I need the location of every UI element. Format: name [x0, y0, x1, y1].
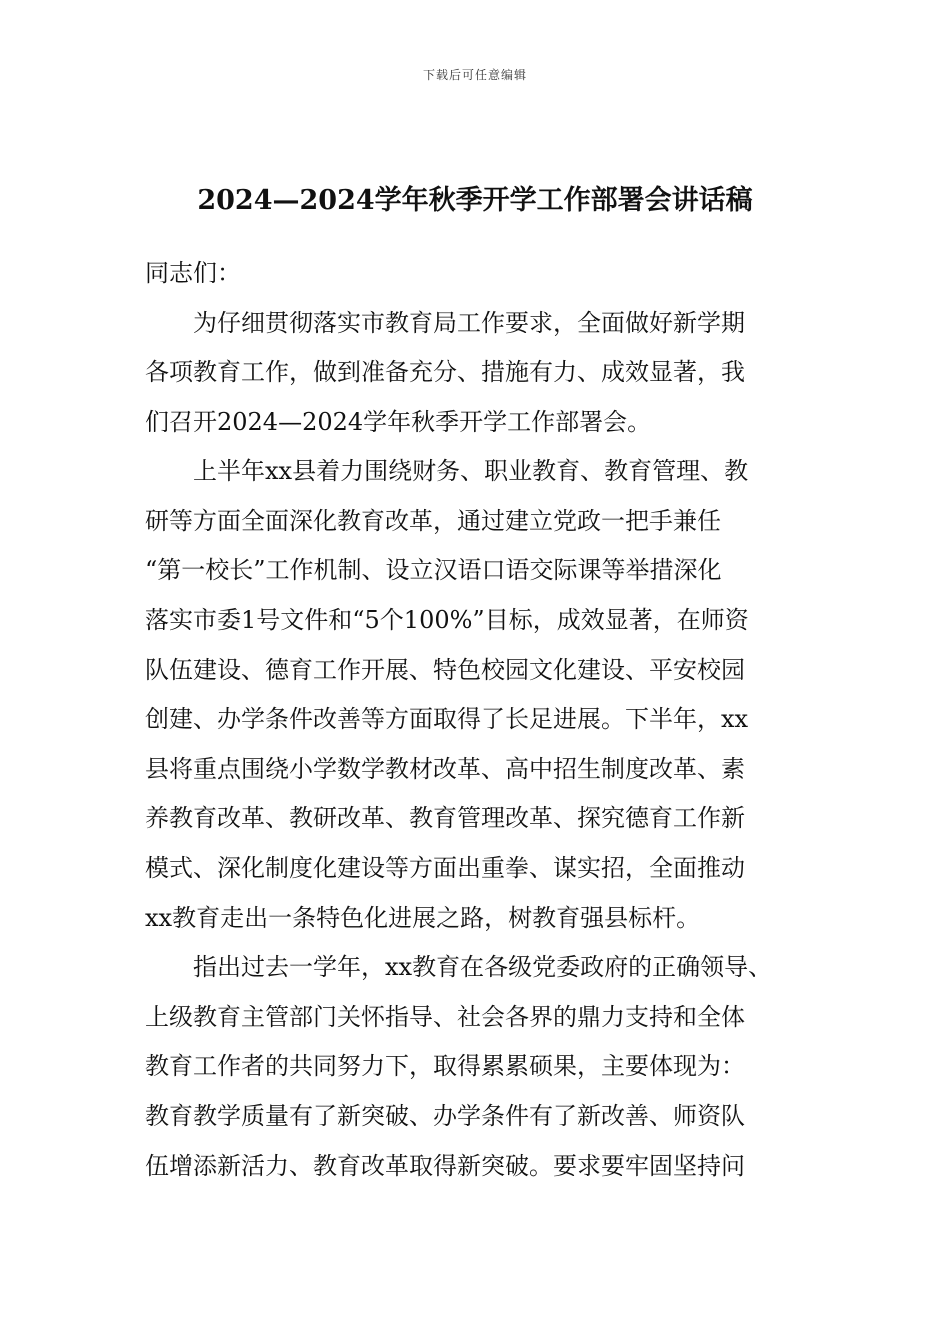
paragraph-line: 落实市委1号文件和“5个100%”目标，成效显著，在师资 [145, 606, 749, 635]
document-body [145, 249, 815, 1191]
paragraph-line: 研等方面全面深化教育改革，通过建立党政一把手兼任 [145, 506, 721, 535]
paragraph-1 [145, 299, 815, 448]
paragraph-2 [145, 447, 815, 943]
paragraph-line: 为仔细贯彻落实市教育局工作要求，全面做好新学期 [193, 308, 745, 337]
paragraph-line: 模式、深化制度化建设等方面出重拳、谋实招，全面推动 [145, 854, 745, 883]
paragraph-line: 各项教育工作，做到准备充分、措施有力、成效显著，我 [145, 358, 745, 387]
paragraph-line: 们召开2024—2024学年秋季开学工作部署会。 [145, 407, 652, 436]
paragraph-line: 队伍建设、德育工作开展、特色校园文化建设、平安校园 [145, 655, 745, 684]
document-title: 2024—2024学年秋季开学工作部署会讲话稿 [197, 185, 753, 216]
header-note: 下载后可任意编辑 [422, 68, 527, 82]
paragraph-3 [145, 943, 815, 1191]
paragraph-line: 指出过去一学年，xx教育在各级党委政府的正确领导、 [193, 953, 773, 982]
paragraph-line: 县将重点围绕小学数学教材改革、高中招生制度改革、素 [145, 754, 745, 783]
paragraph-line: “第一校长”工作机制、设立汉语口语交际课等举措深化 [145, 556, 722, 585]
paragraph-line: 上半年xx县着力围绕财务、职业教育、教育管理、教 [193, 457, 749, 486]
paragraph-line: 教育教学质量有了新突破、办学条件有了新改善、师资队 [145, 1102, 745, 1130]
greeting: 同志们： [145, 259, 241, 287]
paragraph-line: 伍增添新活力、教育改革取得新突破。要求要牢固坚持问 [145, 1151, 745, 1180]
paragraph-line: 创建、办学条件改善等方面取得了长足进展。下半年，xx [145, 705, 749, 734]
paragraph-line: 养教育改革、教研改革、教育管理改革、探究德育工作新 [145, 804, 745, 833]
paragraph-line: 教育工作者的共同努力下，取得累累硕果，主要体现为： [145, 1052, 745, 1081]
paragraph-line: 上级教育主管部门关怀指导、社会各界的鼎力支持和全体 [145, 1002, 745, 1031]
paragraph-line: xx教育走出一条特色化进展之路，树教育强县标杆。 [145, 903, 701, 932]
